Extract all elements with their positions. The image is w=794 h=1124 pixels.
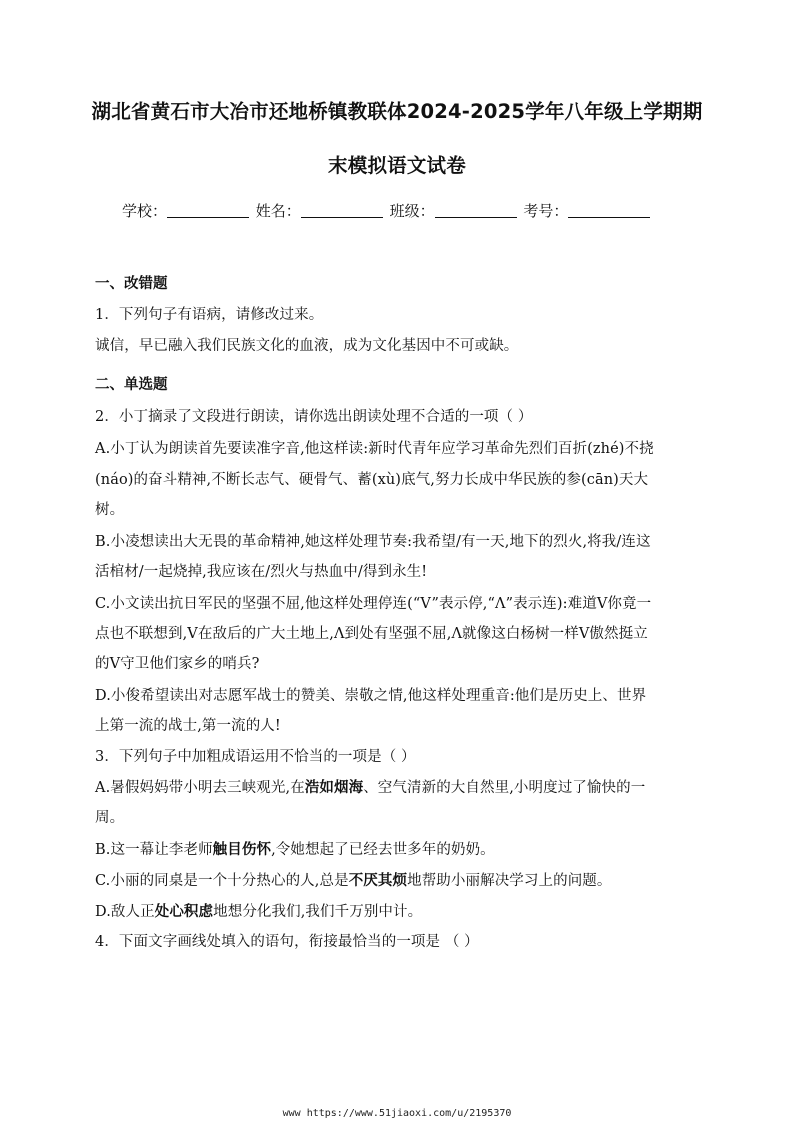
school-label: 学校：: [122, 202, 168, 220]
q2-stem: 2．小丁摘录了文段进行朗读，请你选出朗读处理不合适的一项（ ）: [95, 409, 533, 425]
q3-a-pre: A.暑假妈妈带小明去三峡观光,在: [95, 780, 305, 796]
name-label: 姓名：: [255, 202, 301, 220]
q3-option-d: [95, 902, 695, 922]
q3-stem: 3．下列句子中加粗成语运用不恰当的一项是（ ）: [95, 749, 416, 765]
q2-option-a-line-3: 树。: [95, 502, 125, 518]
q3-d-idiom: 处心积虑: [154, 904, 214, 920]
q3-c-post: 地帮助小丽解决学习上的问题。: [407, 873, 612, 889]
q3-option-a-cont: 周。: [95, 810, 125, 826]
q4-stem: 4．下面文字画线处填入的语句，衔接最恰当的一项是 （ ）: [95, 934, 479, 950]
q3-option-a: [95, 778, 695, 798]
q3-b-post: ,令她想起了已经去世多年的奶奶。: [271, 842, 495, 858]
class-label: 班级：: [389, 202, 435, 220]
footer-watermark-link[interactable]: www https://www.51jiaoxi.com/u/2195370: [282, 1108, 512, 1119]
q1-sentence: 诚信，早已融入我们民族文化的血液，成为文化基因中不可或缺。: [95, 338, 519, 354]
q3-option-b: [95, 840, 695, 860]
section-heading-single-choice: 二、单选题: [95, 377, 168, 393]
q3-b-pre: B.这一幕让李老师: [95, 842, 213, 858]
exam-title-line-2: 末模拟语文试卷: [328, 154, 466, 177]
q3-a-idiom: 浩如烟海: [304, 780, 364, 796]
q2-option-a-line-2: (náo)的奋斗精神,不断长志气、硬骨气、蓄(xù)底气,努力长成中华民族的参(cān)天大: [95, 472, 649, 488]
class-blank[interactable]: [435, 203, 517, 218]
q2-option-b-line-1: B.小凌想读出大无畏的革命精神,她这样处理节奏:我希望/有一天,地下的烈火,将我/连这: [95, 534, 651, 550]
q2-option-b-line-2: 活棺材/一起烧掉,我应该在/烈火与热血中/得到永生!: [95, 564, 428, 580]
q3-b-idiom: 触目伤怀: [212, 842, 272, 858]
exam-title-line-1: 湖北省黄石市大冶市还地桥镇教联体2024-2025学年八年级上学期期: [91, 100, 703, 123]
q3-c-idiom: 不厌其烦: [348, 873, 408, 889]
exam-no-blank[interactable]: [568, 203, 650, 218]
name-blank[interactable]: [301, 203, 383, 218]
q2-option-c-line-2: 点也不联想到,V在敌后的广大土地上,Λ到处有坚强不屈,Λ就像这白杨树一样V傲然挺立: [95, 626, 648, 642]
q3-d-pre: D.敌人正: [95, 904, 155, 920]
q2-option-c-line-3: 的V守卫他们家乡的哨兵?: [95, 656, 260, 672]
q2-option-d-line-2: 上第一流的战士,第一流的人!: [95, 718, 281, 734]
section-heading-correction: 一、改错题: [95, 276, 168, 292]
q3-c-pre: C.小丽的同桌是一个十分热心的人,总是: [95, 873, 349, 889]
student-info-row: [122, 200, 682, 221]
q2-option-c-line-1: C.小文读出抗日军民的坚强不屈,他这样处理停连(“V”表示停,“Λ”表示连):难道V你竟一: [95, 596, 652, 612]
q2-option-a-line-1: A.小丁认为朗读首先要读准字音,他这样读:新时代青年应学习革命先烈们百折(zhé)不挠: [95, 441, 654, 457]
school-blank[interactable]: [167, 203, 249, 218]
q2-option-d-line-1: D.小俊希望读出对志愿军战士的赞美、崇敬之情,他这样处理重音:他们是历史上、世界: [95, 688, 647, 704]
exam-no-label: 考号：: [523, 202, 569, 220]
q3-option-c: [95, 871, 695, 891]
q3-a-post: 、空气清新的大自然里,小明度过了愉快的一: [363, 780, 646, 796]
q3-d-post: 地想分化我们,我们千万别中计。: [213, 904, 423, 920]
q1-stem: 1．下列句子有语病，请修改过来。: [95, 307, 324, 323]
